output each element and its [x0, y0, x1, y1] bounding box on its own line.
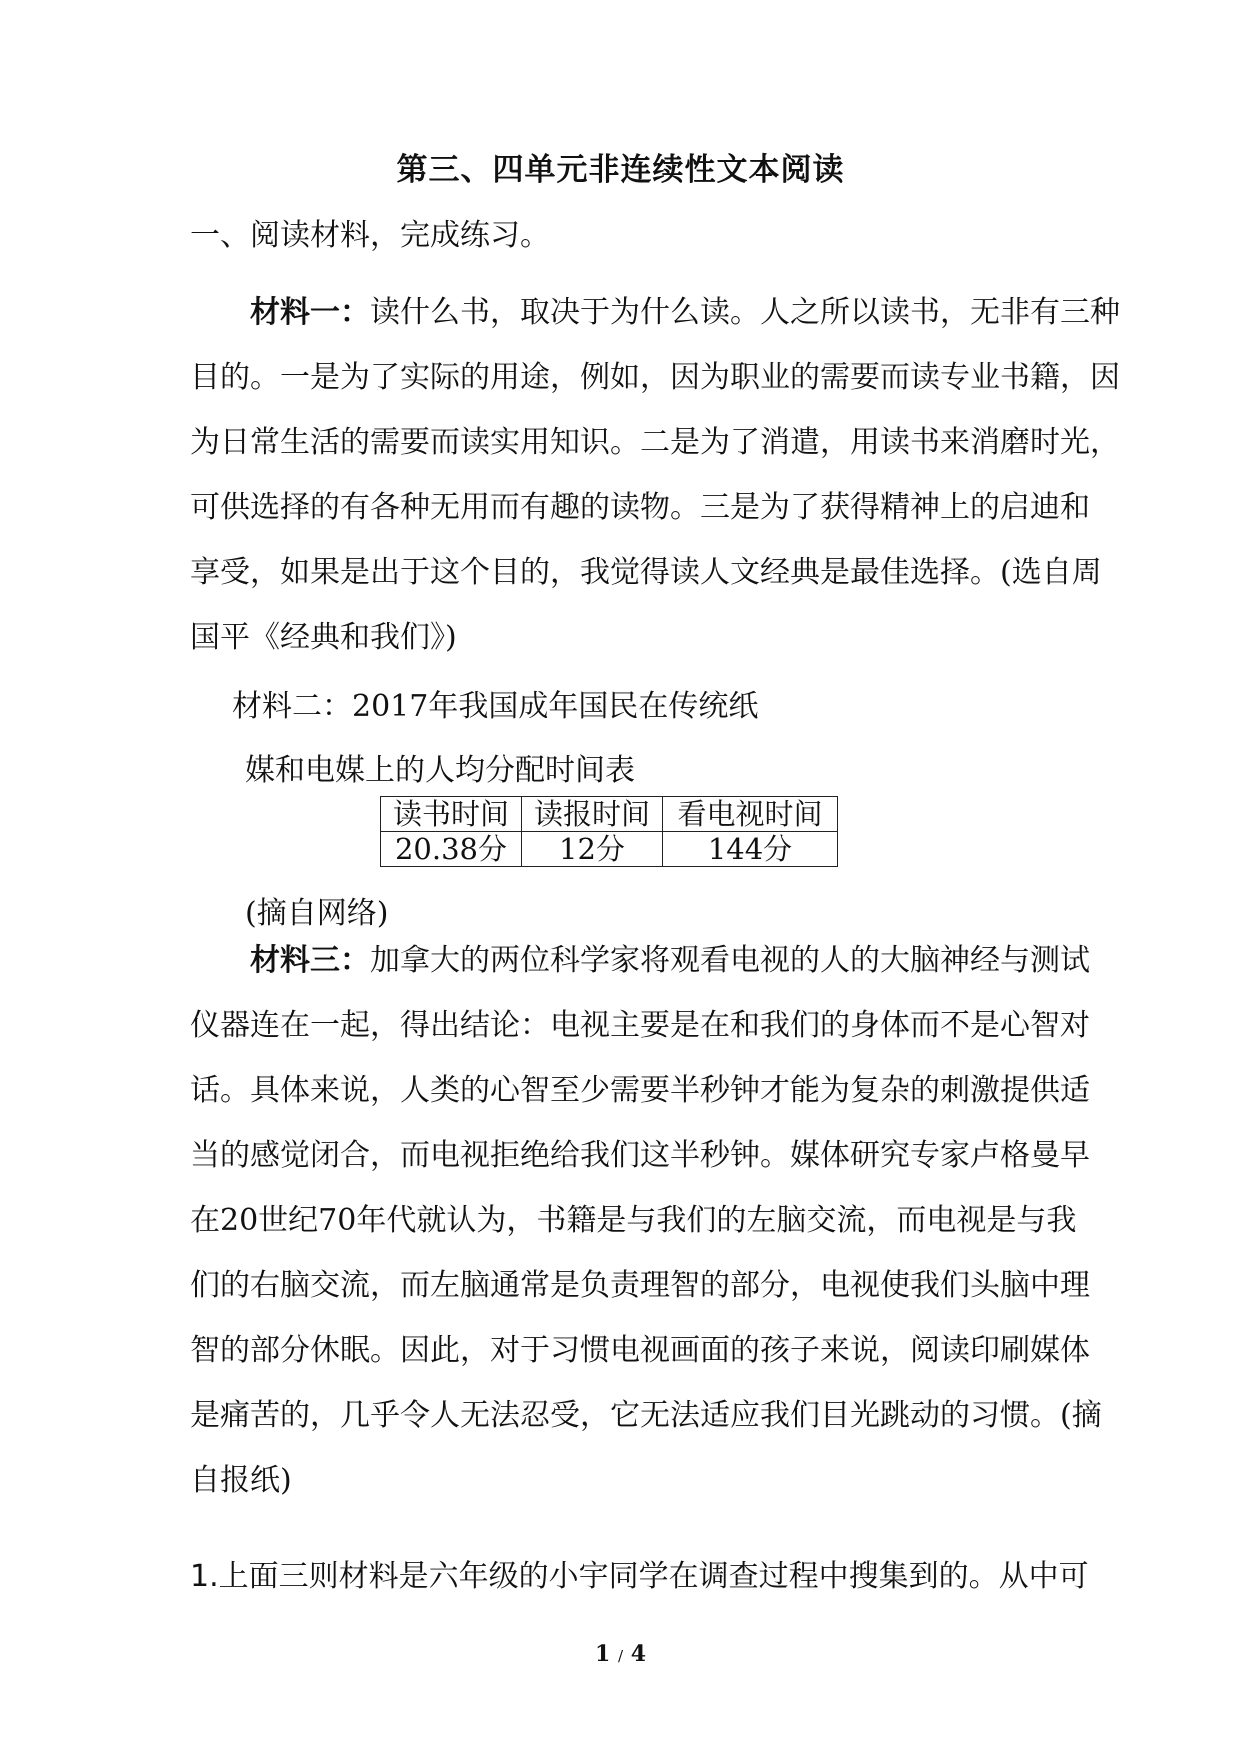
section-heading: 一、阅读材料，完成练习。 [190, 218, 550, 253]
material-three-line: 当的感觉闭合，而电视拒绝给我们这半秒钟。媒体研究专家卢格曼早 [190, 1138, 1090, 1173]
material-three-line: 材料三：加拿大的两位科学家将观看电视的人的大脑神经与测试 [250, 943, 1090, 978]
material-two-label: 材料二： [232, 689, 352, 724]
material-three-line: 在20世纪70年代就认为，书籍是与我们的左脑交流，而电视是与我 [190, 1203, 1077, 1238]
page-title: 第三、四单元非连续性文本阅读 [396, 152, 845, 188]
material-one-line: 为日常生活的需要而读实用知识。二是为了消遣，用读书来消磨时光， [190, 425, 1120, 460]
page-separator: / [617, 1647, 624, 1665]
table-cell: 20.38分 [381, 832, 522, 867]
page-total: 4 [630, 1641, 647, 1667]
material-three-line: 仪器连在一起，得出结论：电视主要是在和我们的身体而不是心智对 [190, 1008, 1090, 1043]
table-cell: 144分 [663, 832, 838, 867]
material-one-line: 目的。一是为了实际的用途，例如，因为职业的需要而读专业书籍，因 [190, 360, 1120, 395]
material-one-label: 材料一： [250, 295, 370, 330]
material-three [190, 928, 1102, 1513]
material-three-line: 是痛苦的，几乎令人无法忍受，它无法适应我们目光跳动的习惯。(摘 [190, 1398, 1102, 1433]
material-two-title: 材料二：2017年我国成年国民在传统纸 [232, 689, 759, 724]
page-current: 1 [594, 1641, 611, 1667]
page-number [0, 1641, 1241, 1667]
table-header-cell: 读书时间 [381, 797, 522, 832]
material-one-line: 国平《经典和我们》) [190, 620, 457, 655]
material-three-line: 们的右脑交流，而左脑通常是负责理智的部分，电视使我们头脑中理 [190, 1268, 1090, 1303]
material-one [190, 280, 1120, 670]
material-two-source: (摘自网络) [245, 896, 389, 931]
material-one-line: 可供选择的有各种无用而有趣的读物。三是为了获得精神上的启迪和 [190, 490, 1090, 525]
table-header-cell: 读报时间 [522, 797, 663, 832]
table-header-cell: 看电视时间 [663, 797, 838, 832]
table-row [381, 832, 838, 867]
table-header-row [381, 797, 838, 832]
material-one-line: 材料一：读什么书，取决于为什么读。人之所以读书，无非有三种 [250, 295, 1120, 330]
time-allocation-table [380, 796, 838, 867]
material-three-line: 智的部分休眠。因此，对于习惯电视画面的孩子来说，阅读印刷媒体 [190, 1333, 1090, 1368]
material-one-line: 享受，如果是出于这个目的，我觉得读人文经典是最佳选择。(选自周 [190, 555, 1102, 590]
question-one: 1.上面三则材料是六年级的小宇同学在调查过程中搜集到的。从中可 [190, 1559, 1089, 1594]
material-two-subtitle: 媒和电媒上的人均分配时间表 [245, 753, 635, 788]
material-three-line: 话。具体来说，人类的心智至少需要半秒钟才能为复杂的刺激提供适 [190, 1073, 1090, 1108]
table-cell: 12分 [522, 832, 663, 867]
material-three-label: 材料三： [250, 943, 370, 978]
material-three-line: 自报纸) [190, 1463, 292, 1498]
